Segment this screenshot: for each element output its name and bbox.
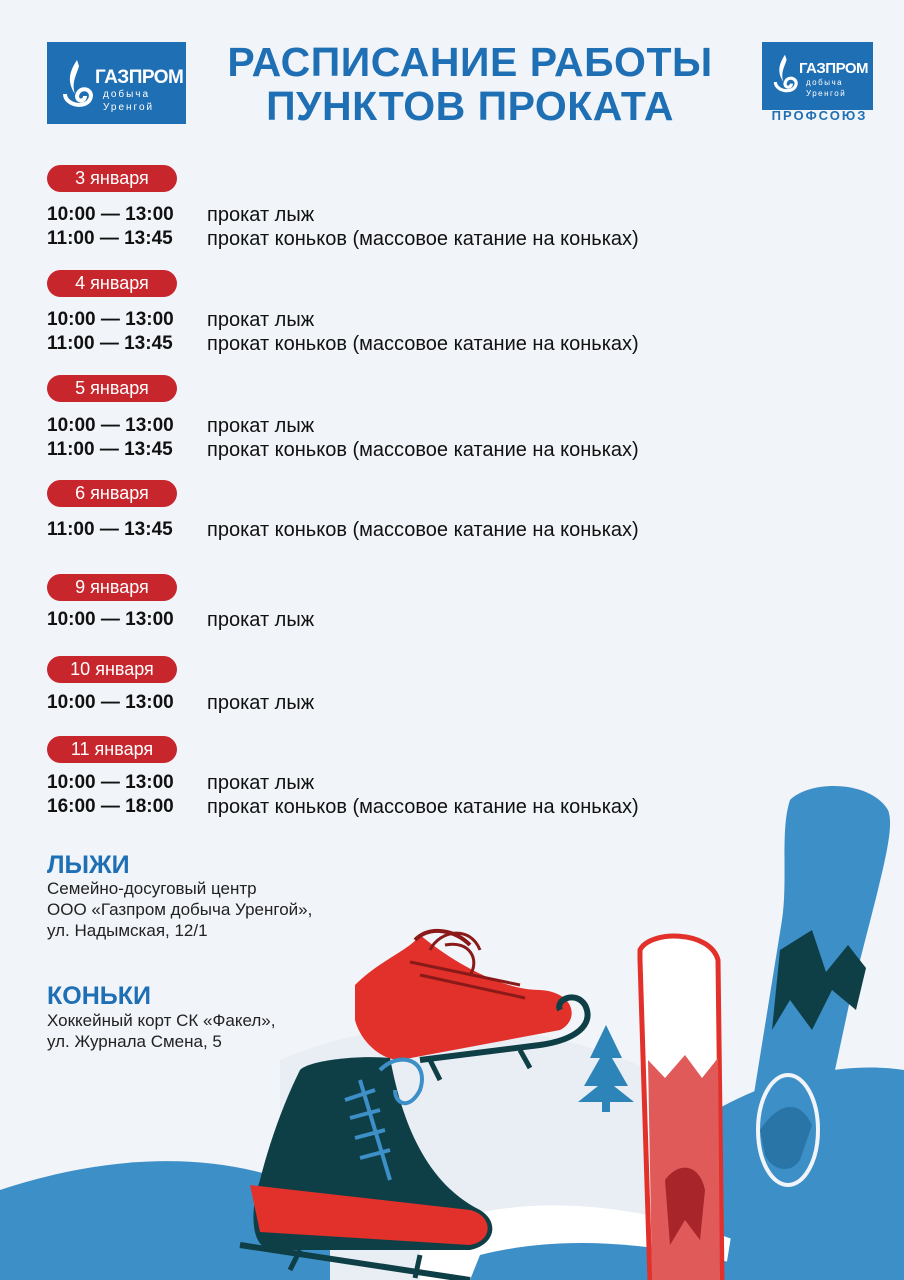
logo-caption-profsoyuz: ПРОФСОЮЗ: [771, 108, 868, 123]
date-badge: 9 января: [47, 574, 177, 601]
logo-sub-2: Уренгой: [806, 89, 847, 98]
skis-location-title: ЛЫЖИ: [47, 851, 130, 879]
schedule-time: 11:00 — 13:45: [47, 439, 173, 460]
gazprom-flame-icon: [57, 54, 97, 114]
page-title: [190, 40, 750, 128]
schedule-desc: прокат лыж: [207, 204, 315, 226]
schedule-desc: прокат лыж: [207, 609, 315, 631]
schedule-time: 11:00 — 13:45: [47, 228, 173, 249]
skis-location-line: Семейно-досуговый центр: [47, 879, 257, 898]
skis-location-line: ул. Надымская, 12/1: [47, 921, 208, 940]
logo-sub-1: добыча: [103, 89, 151, 100]
date-badge: 10 января: [47, 656, 177, 683]
date-badge: 6 января: [47, 480, 177, 507]
schedule-time: 16:00 — 18:00: [47, 796, 174, 817]
schedule-desc: прокат коньков (массовое катание на коньках): [207, 333, 639, 355]
skates-location-line: Хоккейный корт СК «Факел»,: [47, 1011, 276, 1030]
schedule-desc: прокат коньков (массовое катание на коньках): [207, 439, 639, 461]
schedule-desc: прокат коньков (массовое катание на коньках): [207, 796, 639, 818]
schedule-time: 10:00 — 13:00: [47, 692, 174, 713]
schedule-desc: прокат лыж: [207, 772, 315, 794]
skates-location-line: ул. Журнала Смена, 5: [47, 1032, 222, 1051]
schedule-time: 10:00 — 13:00: [47, 204, 174, 225]
gazprom-profsoyuz-logo: [762, 42, 873, 110]
skis-location-line: ООО «Газпром добыча Уренгой»,: [47, 900, 313, 919]
gazprom-dobycha-urengoy-logo: [47, 42, 186, 124]
date-badge: 11 января: [47, 736, 177, 763]
schedule-desc: прокат лыж: [207, 415, 315, 437]
schedule-desc: прокат коньков (массовое катание на коньках): [207, 228, 639, 250]
date-badge: 4 января: [47, 270, 177, 297]
schedule-desc: прокат лыж: [207, 692, 315, 714]
schedule-time: 10:00 — 13:00: [47, 415, 174, 436]
date-badge: 3 января: [47, 165, 177, 192]
logo-brand: ГАЗПРОМ: [95, 67, 184, 88]
schedule-desc: прокат коньков (массовое катание на коньках): [207, 519, 639, 541]
logo-brand: ГАЗПРОМ: [799, 60, 869, 77]
schedule-time: 11:00 — 13:45: [47, 333, 173, 354]
page-title-line-2: ПУНКТОВ ПРОКАТА: [266, 83, 674, 129]
date-badge: 5 января: [47, 375, 177, 402]
schedule-time: 10:00 — 13:00: [47, 309, 174, 330]
schedule-time: 10:00 — 13:00: [47, 772, 174, 793]
schedule-desc: прокат лыж: [207, 309, 315, 331]
schedule-time: 10:00 — 13:00: [47, 609, 174, 630]
gazprom-flame-icon: [769, 50, 801, 98]
page-title-line-1: РАСПИСАНИЕ РАБОТЫ: [227, 39, 713, 85]
logo-sub-1: добыча: [806, 78, 844, 87]
skates-location-title: КОНЬКИ: [47, 982, 151, 1010]
logo-sub-2: Уренгой: [103, 102, 155, 113]
schedule-time: 11:00 — 13:45: [47, 519, 173, 540]
red-ski-icon: [640, 936, 722, 1280]
